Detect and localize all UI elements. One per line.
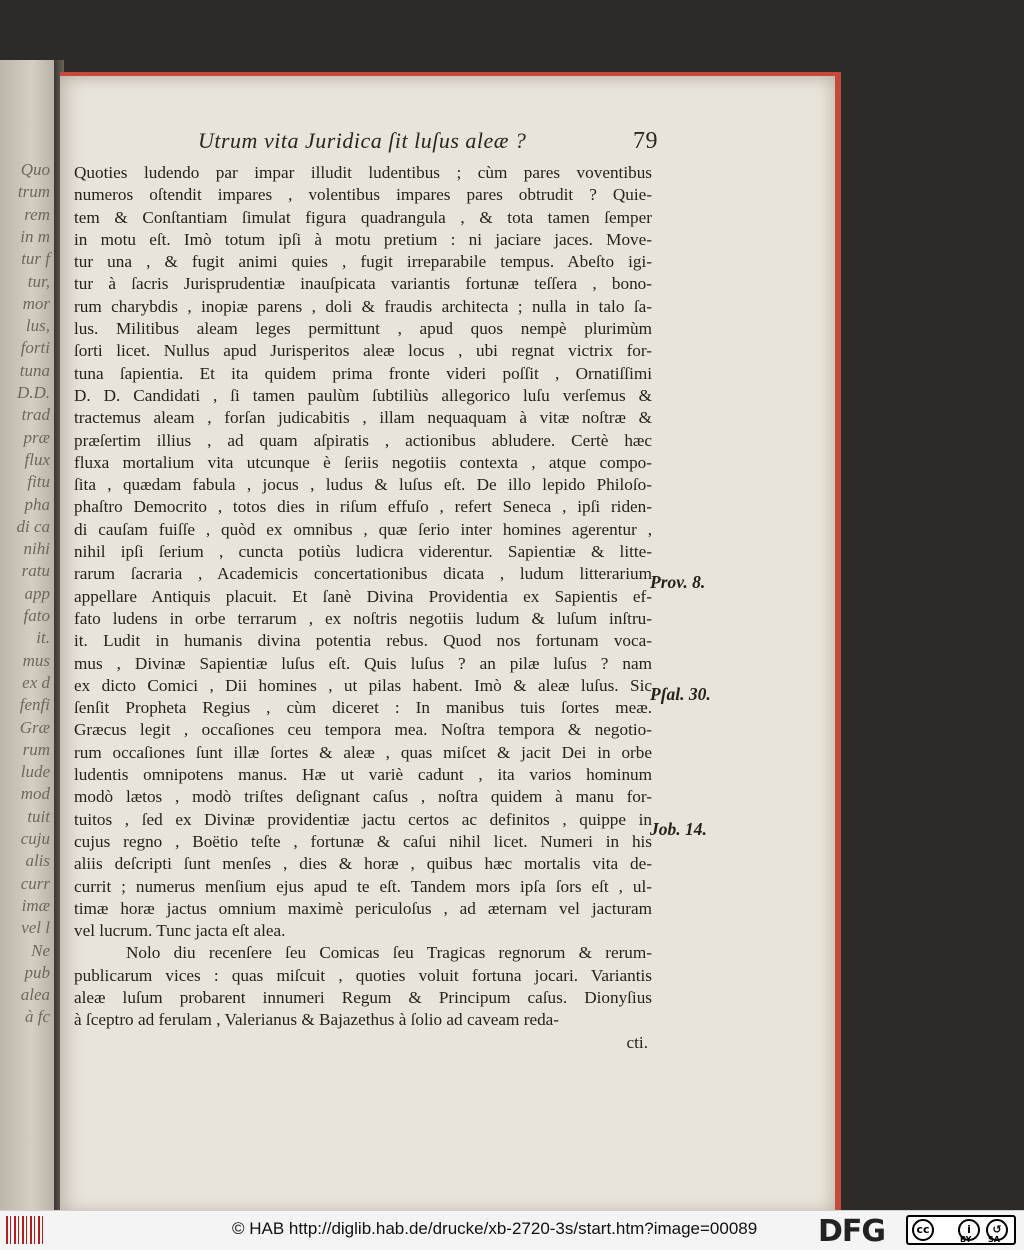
running-head-title: Utrum vita Juridica ſit luſus aleæ ? <box>198 128 527 153</box>
text-line: timæ horæ jactus omnium maximè periculoſus , ad æternam vel jacturam <box>74 898 652 918</box>
previous-page-fragment: curr <box>20 873 50 893</box>
previous-page-fragment: Græ <box>19 717 50 737</box>
text-line: publicarum vices : quas miſcuit , quoties voluit fortuna jocari. Variantis <box>74 965 652 985</box>
previous-page-fragment: cuju <box>20 829 50 848</box>
previous-page-fragment: ratu <box>21 561 50 581</box>
text-line: numeros oſtendit impares , volentibus impares pares obtrudit ? Quie- <box>74 185 652 205</box>
previous-page-fragment: vel l <box>21 918 50 938</box>
previous-page-fragment: mus <box>22 650 50 670</box>
text-line: in motu eſt. Imò totum ipſi à motu pretium : ni jaciare jaces. Move- <box>74 229 652 249</box>
hab-logo <box>6 1216 46 1244</box>
previous-page-fragment: tur, <box>27 271 50 291</box>
previous-page-fragment: forti <box>20 338 50 358</box>
text-line: cujus regno , Boëtio teſte , fortunæ & caſui nihil licet. Numeri in his <box>74 831 652 851</box>
previous-page-fragment: à fc <box>24 1007 50 1027</box>
previous-page-fragment: fenfi <box>19 695 50 715</box>
share-alike-icon: ↺ <box>986 1219 1008 1241</box>
text-line: Quoties ludendo par impar illudit ludentibus ; cùm pares voventibus <box>74 163 652 182</box>
previous-page-fragment: rum <box>22 739 50 759</box>
previous-page-fragment: fitu <box>27 472 50 492</box>
page-number: 79 <box>633 128 658 154</box>
text-line: tuna ſapientia. Et ita quidem prima fronte videri poſſit , Ornatiſſimi <box>74 363 652 383</box>
previous-page-fragment: app <box>24 583 50 603</box>
text-line: currit ; numerus menſium ejus apud te eſt. Tandem mors ipſa ſors eſt , ul- <box>74 876 652 896</box>
previous-page-fragment: lus, <box>25 316 50 336</box>
text-line: it. Ludit in humanis divina potentia rebus. Quod nos fortunam voca- <box>74 631 652 651</box>
text-line: tractemus aleam , forſan judicabitis , illam nequaquam à vitæ noſtræ & <box>74 408 652 428</box>
previous-page-fragment: di ca <box>16 516 50 536</box>
text-line: phaſtro Democrito , totos dies in riſum effuſo , refert Seneca , ipſi riden- <box>74 497 652 517</box>
previous-page-fragment: pub <box>24 962 50 982</box>
text-line: vel lucrum. Tunc jacta eſt alea. <box>74 921 286 941</box>
previous-page-fragment: it. <box>36 628 50 648</box>
previous-page-fragment: alis <box>25 851 50 871</box>
text-line: mus , Divinæ Sapientiæ luſus eſt. Quis luſus ? an pilæ luſus ? nam <box>74 653 652 673</box>
previous-page-fragment: rem <box>24 204 50 224</box>
previous-page-fragment: ex d <box>22 672 50 692</box>
text-line: ſita , quædam fabula , jocus , ludus & luſus eſt. De illo lepido Philoſo- <box>74 475 652 495</box>
marginal-note-psal: Pſal. 30. <box>650 684 711 704</box>
previous-page-fragment: fato <box>23 606 50 625</box>
cc-icon: cc <box>912 1219 934 1241</box>
previous-page-fragment: Ne <box>31 940 50 960</box>
previous-page-fragment: flux <box>24 449 50 469</box>
text-line: Græcus legit , occaſiones ceu tempora mea. Noſtra tempora & negotio- <box>74 720 652 740</box>
text-line: rarum ſacraria , Academicis concertationibus dicata , ludum litterarium <box>74 564 652 584</box>
text-line: aleæ luſum probarent innumeri Regum & Principum caſus. Dionyſius <box>74 987 652 1007</box>
previous-page-fragment: mod <box>20 784 50 804</box>
text-line: aliis deſcripti ſunt menſes , dies & horæ , quibus hæc mortalis vita de- <box>74 854 652 874</box>
body-text <box>74 162 652 1054</box>
previous-page-fragment: trad <box>21 405 50 425</box>
previous-page-fragment: pha <box>24 494 50 514</box>
previous-page-fragment: alea <box>20 985 50 1005</box>
cc-sa-label: SA <box>988 1235 1000 1244</box>
cc-by-label: BY <box>960 1235 972 1244</box>
text-line: ludentis omnipotens manus. Hæ ut variè cadunt , ita varios hominum <box>74 765 652 785</box>
by-attribution-icon: i <box>958 1219 980 1241</box>
viewer-footer <box>0 1210 1024 1250</box>
previous-page-fragment: præ <box>23 427 50 447</box>
previous-page-fragment: trum <box>17 182 50 202</box>
dfg-logo: DFG <box>818 1214 886 1249</box>
previous-page-fragment: tuit <box>27 806 50 826</box>
copyright-link[interactable]: © HAB http://diglib.hab.de/drucke/xb-2720-3s/start.htm?image=00089 <box>232 1219 758 1238</box>
previous-page-fragment: tuna <box>19 360 50 380</box>
text-line: tur à ſacris Jurisprudentiæ inauſpicata variantis fortunæ teſſera , bono- <box>74 274 652 294</box>
previous-page-fragment: in m <box>20 226 50 246</box>
previous-page-fragment: nihi <box>23 539 50 559</box>
text-line: ex dicto Comici , Dii homines , ut pilas habent. Imò & aleæ luſus. Sic <box>74 675 652 695</box>
cc-license-badge[interactable] <box>906 1215 1016 1245</box>
previous-page-fragment: tur f <box>21 249 50 269</box>
running-head <box>198 128 658 160</box>
text-line: lus. Militibus aleam leges permittunt , apud quos nempè plurimùm <box>74 319 652 339</box>
previous-page-fragment: mor <box>22 293 50 313</box>
text-line: tem & Conſtantiam ſimulat figura quadrangula , & tota tamen ſemper <box>74 207 652 227</box>
previous-page-fragment: imæ <box>21 895 50 915</box>
text-line: appellare Antiquis placuit. Et ſanè Divina Providentia ex Sapientis ef- <box>74 586 652 606</box>
text-line: fluxa mortalium vita utcunque è ſeriis negotiis contexta , atque compo- <box>74 452 652 472</box>
text-line: Nolo diu recenſere ſeu Comicas ſeu Tragicas regnorum & rerum- <box>126 943 652 963</box>
text-line: fato ludens in orbe terrarum , ex noſtris negotiis ludum & luſum inſtru- <box>74 608 652 628</box>
text-line: cti. <box>626 1032 648 1052</box>
text-line: modò lætos , modò triſtes deſignant caſus , noſtra quidem à manu for- <box>74 787 652 807</box>
text-line: ſenſit Propheta Regius , cùm diceret : In manibus tuis ſortes meæ. <box>74 698 652 718</box>
previous-page-fragment: D.D. <box>16 383 50 402</box>
marginal-note-job: Job. 14. <box>650 819 707 839</box>
text-line: nihil ipſi ſerium , cuncta potiùs ludicra viderentur. Sapientiæ & litte- <box>74 542 652 562</box>
text-line: tur una , & fugit animi quies , fugit irreparabile tempus. Abeſto igi- <box>74 252 652 272</box>
text-line: di cauſam fuiſſe , quòd ex omnibus , quæ ſerio inter homines agerentur , <box>74 519 652 539</box>
previous-page-fragment: Quo <box>20 160 50 179</box>
text-line: rum occaſiones ſunt illæ ſortes & aleæ , quas miſcet & jacit Dei in orbe <box>74 742 652 762</box>
previous-page-fragment: lude <box>20 762 50 782</box>
text-line: rum charybdis , inopiæ parens , doli & fraudis architecta ; nulla in talo ſa- <box>74 296 652 316</box>
text-line: à ſceptro ad ferulam , Valerianus & Bajazethus à ſolio ad caveam reda- <box>74 1010 560 1030</box>
text-line: ſorti licet. Nullus apud Jurisperitos aleæ locus , ubi regnat victrix for- <box>74 341 652 361</box>
text-line: tuitos , ſed ex Divinæ providentiæ jactu certos ac definitos , quippe in <box>74 809 652 829</box>
text-line: D. D. Candidati , ſi tamen paulùm ſubtiliùs allegorico luſu verſemus & <box>74 385 652 405</box>
previous-page-edge <box>0 60 54 1210</box>
text-line: præſertim illius , ad quam aſpiratis , actionibus abludere. Certè hæc <box>74 430 652 450</box>
marginal-note-prov: Prov. 8. <box>650 572 706 592</box>
